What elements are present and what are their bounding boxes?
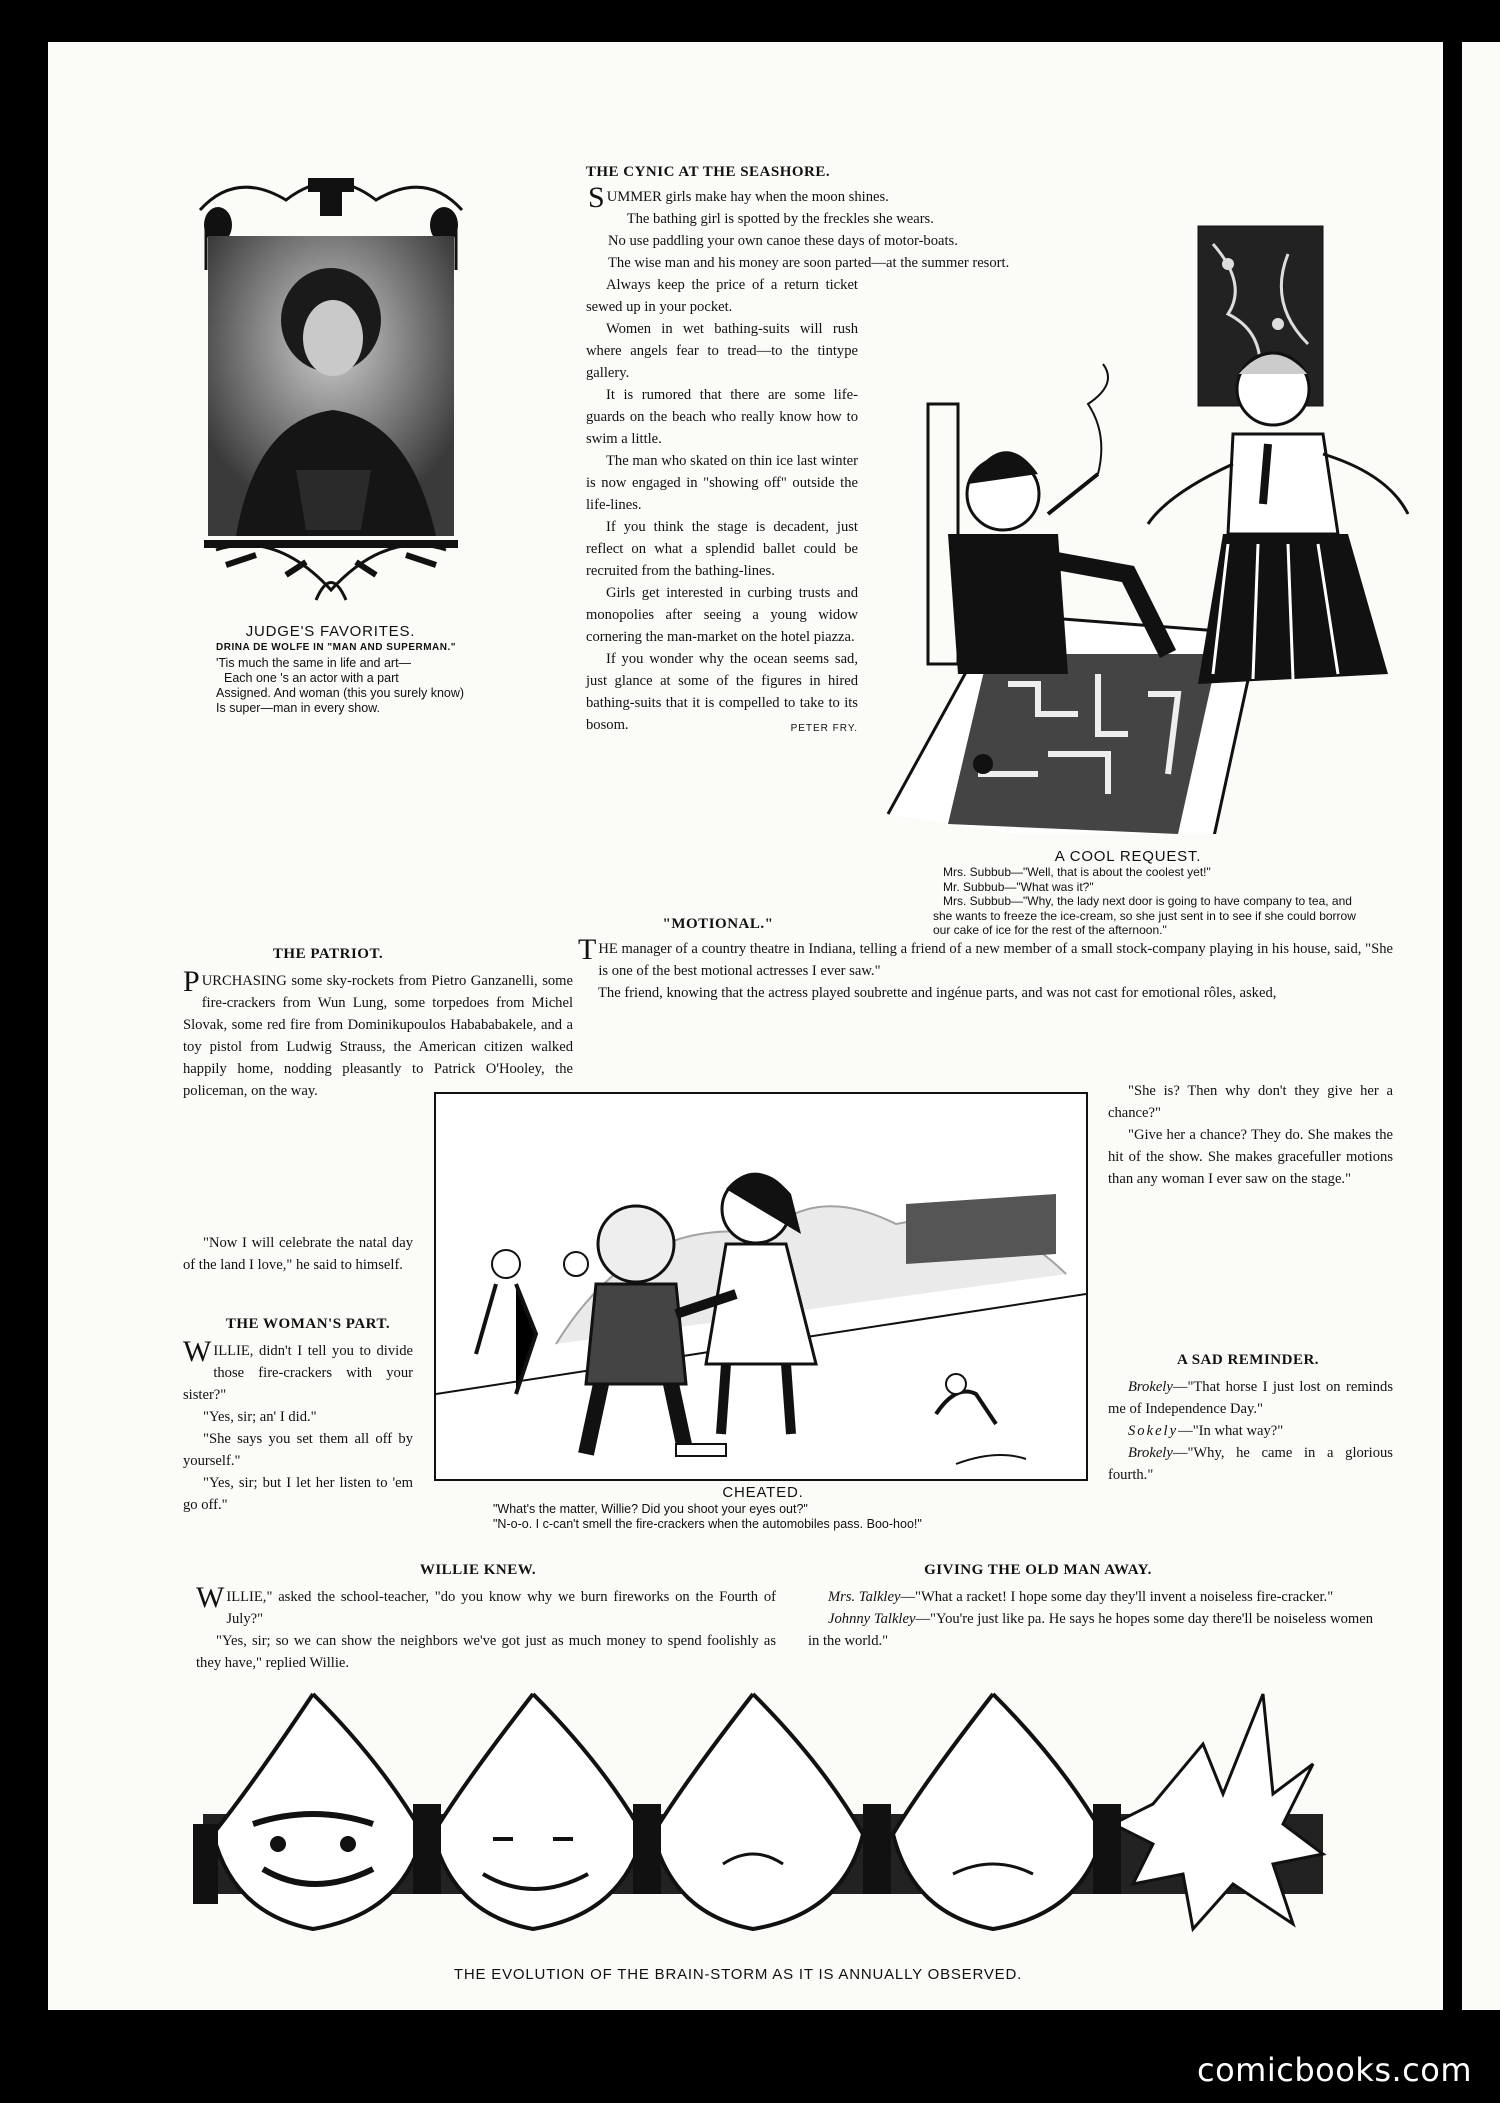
judges-favorites-subtitle: DRINA DE WOLFE IN "MAN AND SUPERMAN." <box>216 642 457 653</box>
magazine-page <box>48 42 1443 2010</box>
sad-reminder-line: —"That horse I just lost on reminds me of Independence Day." <box>1108 1379 1393 1417</box>
cynic-para: The wise man and his money are soon parted—at the summer resort. <box>608 255 1010 271</box>
cheated-line: "What's the matter, Willie? Did you shoot your eyes out?" <box>493 1502 808 1516</box>
verse-line: Assigned. And woman (this you surely know) <box>216 686 465 700</box>
giving-line: —"What a racket! I hope some day they'll invent a noiseless fire-cracker." <box>900 1589 1334 1605</box>
verse-line: Each one 's an actor with a part <box>224 671 399 685</box>
cynic-first: UMMER girls make hay when the moon shines. <box>606 189 889 205</box>
willie-knew-title: WILLIE KNEW. <box>419 1562 537 1578</box>
sad-reminder-line: —"In what way?" <box>1178 1423 1284 1439</box>
motional-title: "MOTIONAL." <box>662 916 774 932</box>
art-nouveau-frame-illustration <box>196 170 466 610</box>
motional-first: HE manager of a country theatre in Indiana, telling a friend of a new member of a small stock-company playing in his house, said, "She is one of the best motional actresses I ever saw." <box>598 941 1393 979</box>
dropcap: W <box>196 1581 225 1614</box>
dropcap: S <box>588 181 605 214</box>
cynic-para: If you wonder why the ocean seems sad, just glance at some of the figures in hired bathing-suits that it is compelled to take to its bosom. <box>586 651 858 733</box>
cool-request-illustration <box>868 174 1428 834</box>
womans-part-text <box>183 1335 413 1516</box>
giving-title: GIVING THE OLD MAN AWAY. <box>924 1562 1152 1578</box>
cynic-text-column <box>586 274 858 740</box>
cynic-title: THE CYNIC AT THE SEASHORE. <box>585 164 831 180</box>
judges-favorites-verse <box>216 656 486 716</box>
cynic-para: If you think the stage is decadent, just reflect on what a splendid ballet could be recruited from the bathing-lines. <box>586 519 858 579</box>
cheated-title: CHEATED. <box>722 1484 804 1501</box>
patriot-title: THE PATRIOT. <box>272 946 384 962</box>
willie-knew-first: ILLIE," asked the school-teacher, "do you know why we burn fireworks on the Fourth of July?" <box>226 1589 776 1627</box>
dropcap: T <box>578 933 597 966</box>
patriot-text-2 <box>183 1232 413 1276</box>
cool-request-line: Mr. Subbub—"What was it?" <box>943 879 1094 894</box>
willie-knew-second: "Yes, sir; so we can show the neighbors we've got just as much money to spend foolishly as they have," replied Willie. <box>196 1633 776 1671</box>
dropcap: W <box>183 1335 212 1368</box>
speaker: Sokely <box>1128 1423 1179 1439</box>
site-watermark: comicbooks.com <box>1196 2051 1472 2089</box>
speaker: Mrs. Talkley <box>828 1589 901 1605</box>
motional-text <box>578 933 1393 1004</box>
cynic-para: No use paddling your own canoe these days of motor-boats. <box>608 233 958 249</box>
sad-reminder-line: —"Why, he came in a glorious fourth." <box>1108 1445 1393 1483</box>
speaker: Brokely <box>1128 1379 1173 1395</box>
patriot-second: "Now I will celebrate the natal day of the land I love," he said to himself. <box>183 1235 413 1273</box>
cheated-text <box>493 1502 1113 1532</box>
motional-text-column <box>1108 1080 1393 1190</box>
cynic-para: The man who skated on thin ice last winter is now engaged in "showing off" outside the life-lines. <box>586 453 858 513</box>
patriot-text <box>183 965 573 1102</box>
motional-third: "She is? Then why don't they give her a chance?" <box>1108 1083 1393 1121</box>
verse-line: 'Tis much the same in life and art— <box>216 656 412 670</box>
sad-reminder-text <box>1108 1376 1393 1486</box>
verse-line: Is super—man in every show. <box>216 701 380 715</box>
womans-part-line: "She says you set them all off by yourself." <box>183 1431 413 1469</box>
sad-reminder-title: A SAD REMINDER. <box>1176 1352 1320 1368</box>
cynic-para: Girls get interested in curbing trusts and monopolies after seeing a young widow cornering the man-market on the hotel piazza. <box>586 585 858 645</box>
giving-text <box>808 1586 1373 1652</box>
brain-storm-illustration <box>193 1654 1333 1954</box>
facing-page-edge <box>1462 42 1500 2010</box>
cheated-illustration <box>434 1092 1088 1481</box>
cynic-para: Always keep the price of a return ticket sewed up in your pocket. <box>586 277 858 315</box>
cheated-line: "N-o-o. I c-can't smell the fire-crackers when the automobiles pass. Boo-hoo!" <box>493 1517 922 1531</box>
cool-request-title: A COOL REQUEST. <box>1054 848 1202 865</box>
cynic-signature: PETER FRY. <box>790 723 858 734</box>
motional-fourth: "Give her a chance? They do. She makes the hit of the show. She makes gracefuller motions than any woman I ever saw on the stage." <box>1108 1127 1393 1187</box>
cool-request-line: Mrs. Subbub—"Why, the lady next door is going to have company to tea, and she wants to freeze the ice-cream, so she just sent in to see if she could borrow our cake of ice for the rest of the afternoon." <box>933 894 1356 937</box>
motional-second: The friend, knowing that the actress played soubrette and ingénue parts, and was not cast for emotional rôles, asked, <box>598 985 1277 1001</box>
patriot-first: URCHASING some sky-rockets from Pietro Ganzanelli, some fire-crackers from Wun Lung, some torpedoes from Michel Slovak, some red fire from Dominikupoulos Habababakele, and a toy pistol from Ludwig Strauss, the American citizen walked happily home, nodding pleasantly to Patrick O'Hooley, the policeman, on the way. <box>183 973 573 1099</box>
cool-request-line: Mrs. Subbub—"Well, that is about the coolest yet!" <box>943 865 1211 879</box>
binding-gutter <box>1445 42 1461 2010</box>
dropcap: P <box>183 965 200 998</box>
speaker: Johnny Talkley <box>828 1611 916 1627</box>
cool-request-text <box>933 865 1373 938</box>
womans-part-first: ILLIE, didn't I tell you to divide those fire-crackers with your sister?" <box>183 1343 413 1403</box>
cynic-para: It is rumored that there are some life-guards on the beach who really know how to swim a little. <box>586 387 858 447</box>
portrait-frame <box>196 170 466 610</box>
womans-part-line: "Yes, sir; but I let her listen to 'em go off." <box>183 1475 413 1513</box>
womans-part-title: THE WOMAN'S PART. <box>225 1316 391 1332</box>
cynic-para: Women in wet bathing-suits will rush where angels fear to tread—to the tintype gallery. <box>586 321 858 381</box>
giving-line: —"You're just like pa. He says he hopes some day there'll be noiseless women in the world." <box>808 1611 1373 1649</box>
judges-favorites-title: JUDGE'S FAVORITES. <box>245 623 416 640</box>
cynic-para: The bathing girl is spotted by the freckles she wears. <box>626 211 934 227</box>
brain-storm-caption: THE EVOLUTION OF THE BRAIN-STORM AS IT IS ANNUALLY OBSERVED. <box>453 1966 1023 1983</box>
womans-part-line: "Yes, sir; an' I did." <box>203 1409 317 1425</box>
speaker: Brokely <box>1128 1445 1173 1461</box>
